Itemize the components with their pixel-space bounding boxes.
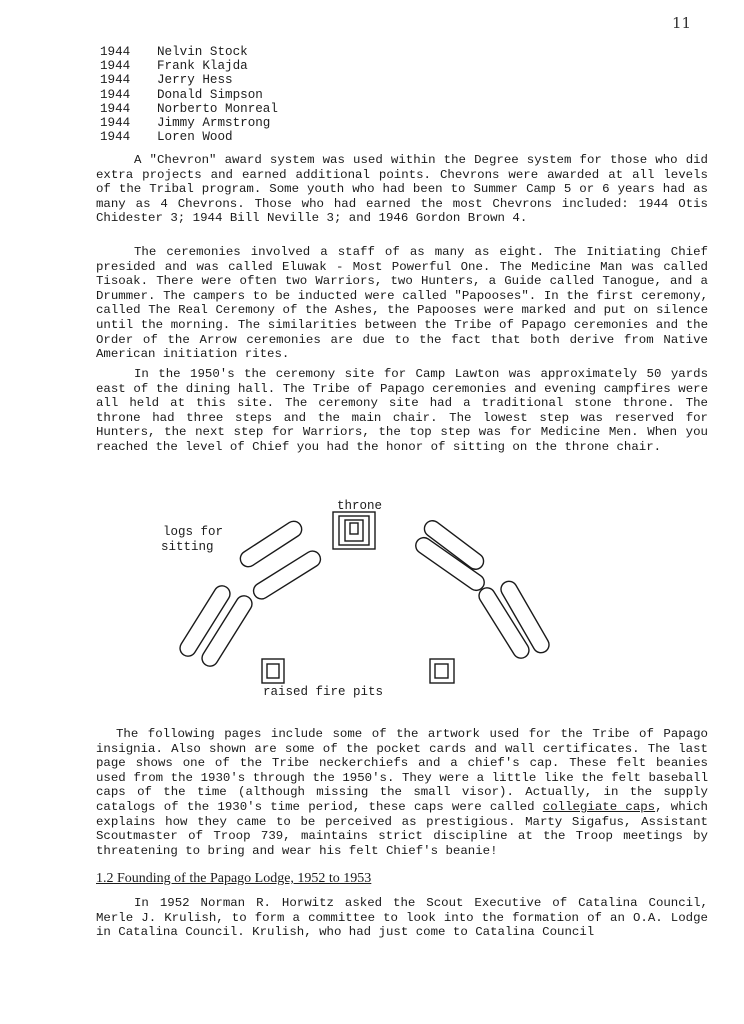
ceremony-site-diagram: [150, 495, 570, 695]
logs-label-line-1: logs for: [163, 525, 224, 539]
logs-label-line-2: sitting: [161, 540, 214, 554]
collegiate-caps-term: collegiate caps: [542, 799, 656, 814]
fire-pits-label: raised fire pits: [263, 685, 384, 699]
throne-drawing: [333, 512, 375, 549]
roster-list: [100, 45, 278, 144]
roster-row: 1944 Jerry Hess: [100, 73, 233, 88]
section-heading: 1.2 Founding of the Papago Lodge, 1952 to 1953: [96, 871, 372, 886]
founding-paragraph: In 1952 Norman R. Horwitz asked the Scout Executive of Catalina Council, Merle J. Krulish, to form a committee to look into the formation of an O.A. Lodge in Catalina Council. Krulish, who had just come to Catalina Council: [96, 896, 708, 940]
throne-label: throne: [337, 499, 383, 513]
page-number: 11: [672, 14, 692, 32]
roster-row: 1944 Donald Simpson: [100, 87, 263, 102]
roster-row: 1944 Nelvin Stock: [100, 45, 248, 59]
roster-row: 1944 Frank Klajda: [100, 59, 248, 74]
log: [413, 535, 488, 594]
log: [421, 518, 487, 573]
roster-row: 1944 Norberto Monreal: [100, 101, 278, 116]
chevron-paragraph: A "Chevron" award system was used within the Degree system for those who did extra projects and earned additional points. Chevrons were awarded at all levels of the Tribal program. Some youth who had been to Summer Camp 5 or 6 years had as many as 4 Chevrons. Those who had earned the most Chevrons included: 1944 Otis Chidester 3; 1944 Bill Neville 3; and 1946 Gordon Brown 4.: [96, 153, 708, 226]
ceremonies-paragraph: The ceremonies involved a staff of as many as eight. The Initiating Chief presided and was called Eluwak - Most Powerful One. The Medicine Man was called Tisoak. There were often two Warriors, two Hunters, a Guide called Tanogue, and a Drummer. The campers to be inducted were called "Papooses". In the first ceremony, called The Real Ceremony of the Ashes, the Papooses were marked and put on silence until the morning. The similarities between the Tribe of Papago ceremonies and the Order of the Arrow ceremonies are due to the fact that both derive from Native American initiation rites.: [96, 245, 708, 362]
fire-pit-left: [262, 659, 284, 683]
log: [237, 518, 304, 570]
ceremony-site-paragraph: In the 1950's the ceremony site for Camp Lawton was approximately 50 yards east of the dining hall. The Tribe of Papago ceremonies and evening campfires were all held at this site. The ceremony site had a traditional stone throne. The throne had three steps and the main chair. The lowest step was reserved for Hunters, the next step for Warriors, the top step was for Medicine Men. When you reached the level of Chief you had the honor of sitting on the throne chair.: [96, 367, 708, 454]
log: [498, 578, 552, 655]
roster-row: 1944 Jimmy Armstrong: [100, 116, 271, 131]
roster-row: 1944 Loren Wood: [100, 130, 233, 145]
artwork-paragraph: The following pages include some of the artwork used for the Tribe of Papago insignia. Also shown are some of the pocket cards and wall certificates. The last page shows one of the Tribe neckerchiefs and a chief's cap. These felt beanies used from the 1930's through the 1950's. They were a little like the felt baseball caps of the time (although missing the small visor). Actually, in the supply catalogs of the 1930's time period, these caps were called collegiate caps, which explains how they came to be perceived as prestigious. Marty Sigafus, Assistant Scoutmaster of Troop 739, maintains strict discipline at the Troop meetings by threatening to bring and wear his felt Chief's beanie!: [96, 727, 708, 858]
fire-pit-right: [430, 659, 454, 683]
log: [251, 548, 324, 602]
